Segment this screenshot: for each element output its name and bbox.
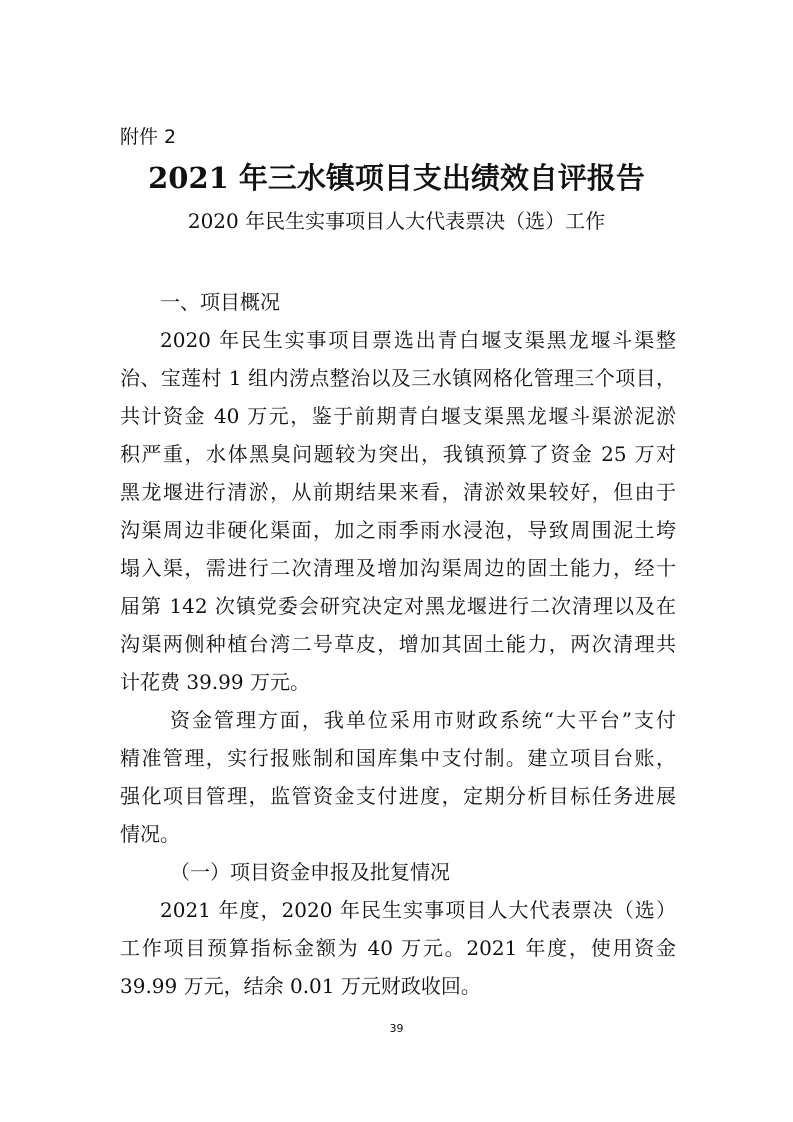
page-number: 39 — [389, 1022, 404, 1035]
report-subtitle: 2020 年民生实事项目人大代表票决（选）工作 — [187, 209, 606, 233]
paragraph-line: 2020 年民生实事项目票选出青白堰支渠黑龙堰斗渠整 — [160, 328, 676, 352]
paragraph-line: 强化项目管理，监管资金支付进度，定期分析目标任务进展 — [120, 784, 676, 808]
paragraph-line: 沟渠周边非硬化渠面，加之雨季雨水浸泡，导致周围泥土垮 — [120, 518, 676, 542]
paragraph-line: 计花费 39.99 万元。 — [120, 670, 310, 694]
section-heading-fund-application: （一）项目资金申报及批复情况 — [170, 860, 450, 884]
paragraph-line: 工作项目预算指标金额为 40 万元。2021 年度，使用资金 — [120, 936, 676, 960]
paragraph-line: 届第 142 次镇党委会研究决定对黑龙堰进行二次清理以及在 — [120, 594, 676, 618]
document-body — [120, 283, 676, 1005]
paragraph-line: 精准管理，实行报账制和国库集中支付制。建立项目台账， — [120, 746, 676, 770]
paragraph-line: 资金管理方面，我单位采用市财政系统“大平台”支付 — [170, 708, 676, 732]
attachment-label: 附件 2 — [120, 126, 177, 148]
paragraph-line: 39.99 万元，结余 0.01 万元财政收回。 — [120, 974, 481, 998]
paragraph-line: 2021 年度，2020 年民生实事项目人大代表票决（选） — [160, 898, 676, 922]
report-title: 2021 年三水镇项目支出绩效自评报告 — [148, 161, 645, 195]
paragraph-line: 治、宝莲村 1 组内涝点整治以及三水镇网格化管理三个项目， — [120, 366, 676, 390]
paragraph-line: 共计资金 40 万元，鉴于前期青白堰支渠黑龙堰斗渠淤泥淤 — [120, 404, 676, 428]
paragraph-line: 塌入渠，需进行二次清理及增加沟渠周边的固土能力，经十 — [120, 556, 676, 580]
paragraph-line: 情况。 — [120, 822, 180, 846]
paragraph-line: 沟渠两侧种植台湾二号草皮，增加其固土能力，两次清理共 — [120, 632, 676, 656]
paragraph-line: 黑龙堰进行清淤，从前期结果来看，清淤效果较好，但由于 — [120, 480, 676, 504]
section-heading-project-overview: 一、项目概况 — [160, 290, 280, 314]
paragraph-line: 积严重，水体黑臭问题较为突出，我镇预算了资金 25 万对 — [120, 442, 676, 466]
